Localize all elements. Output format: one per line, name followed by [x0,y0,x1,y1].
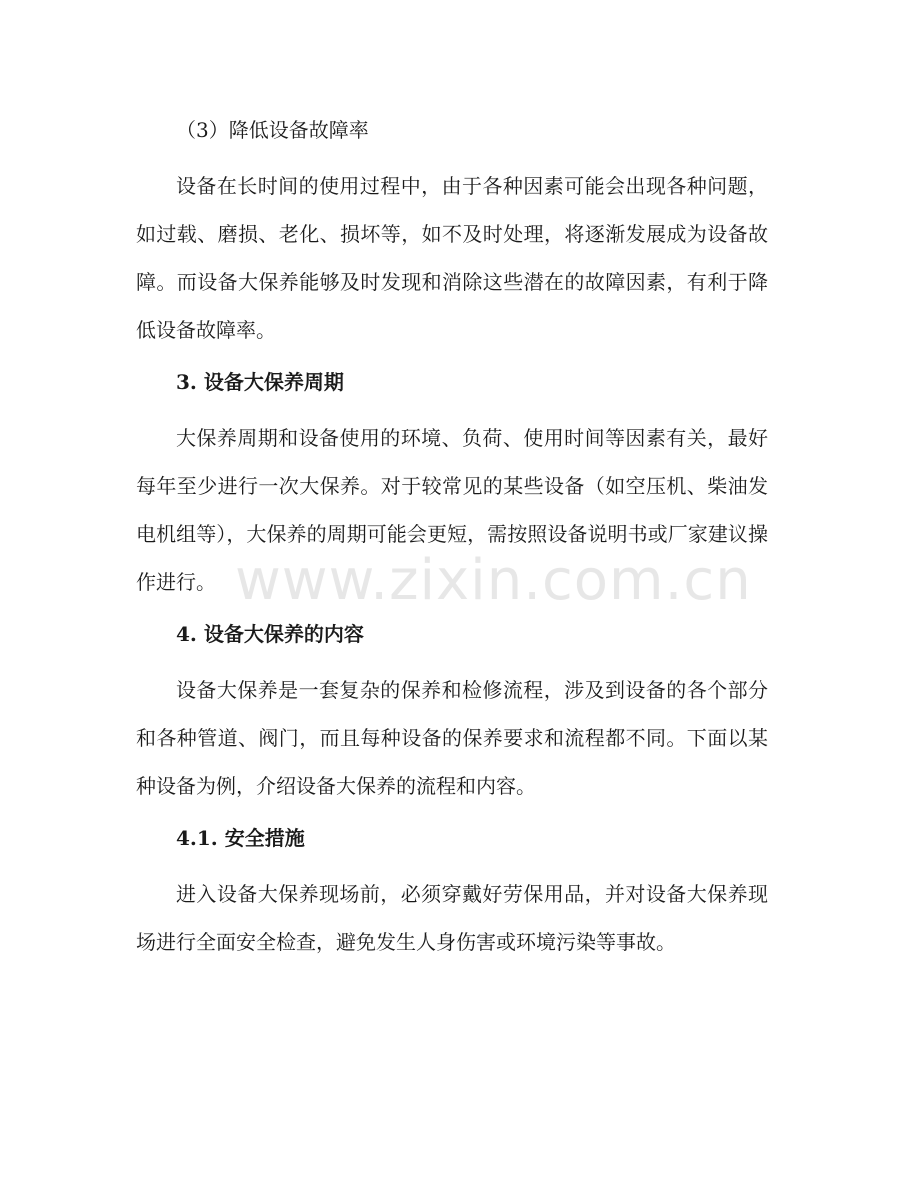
subheading-reduce-failure-rate: （3）降低设备故障率 [176,118,369,142]
heading-maintenance-content: 4. 设备大保养的内容 [176,622,364,646]
heading-maintenance-cycle: 3. 设备大保养周期 [176,370,344,394]
heading-safety-measures: 4.1. 安全措施 [176,826,305,850]
paragraph-failure-causes: 设备在长时间的使用过程中，由于各种因素可能会出现各种问题，如过载、磨损、老化、损坏等，如不及时处理，将逐渐发展成为设备故障。而设备大保养能够及时发现和消除这些潜在的故障因素，有利于降低设备故障率。 [136,174,768,342]
paragraph-maintenance-content: 设备大保养是一套复杂的保养和检修流程，涉及到设备的各个部分和各种管道、阀门，而且每种设备的保养要求和流程都不同。下面以某种设备为例，介绍设备大保养的流程和内容。 [136,678,768,798]
paragraph-maintenance-cycle: 大保养周期和设备使用的环境、负荷、使用时间等因素有关，最好每年至少进行一次大保养。对于较常见的某些设备（如空压机、柴油发电机组等），大保养的周期可能会更短，需按照设备说明书或厂家建议操作进行。 [136,426,768,594]
watermark: www.zixin.com.cn [235,548,752,613]
paragraph-safety-measures: 进入设备大保养现场前，必须穿戴好劳保用品，并对设备大保养现场进行全面安全检查，避免发生人身伤害或环境污染等事故。 [136,882,768,954]
